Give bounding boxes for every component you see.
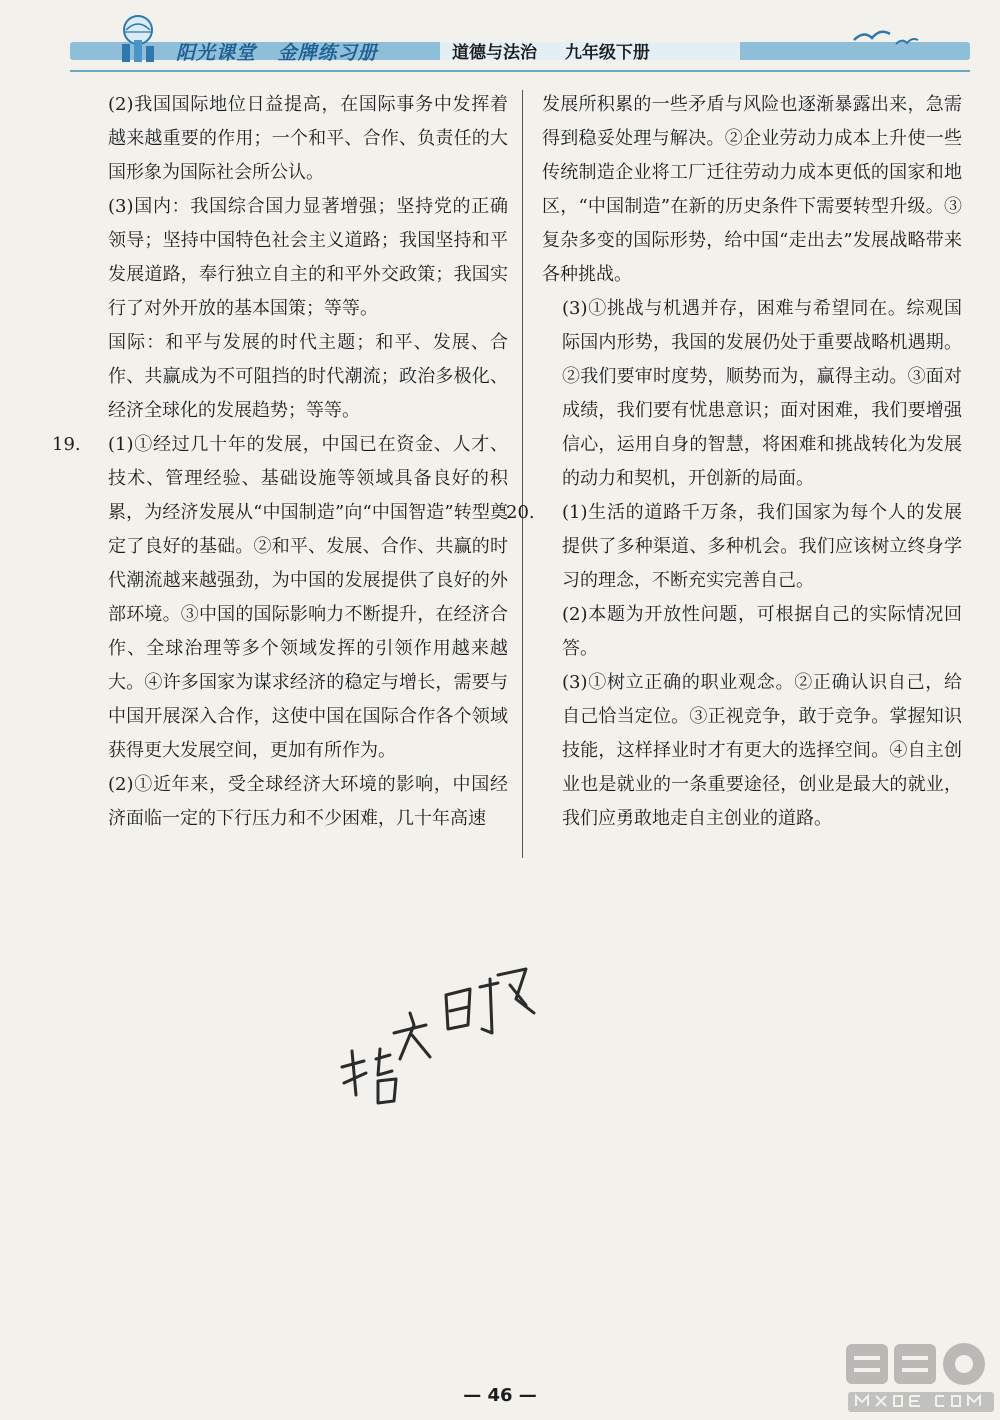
brand-name-2: 金牌练习册 [277,42,378,64]
subject-heading [452,38,672,63]
answer-19-2: (2)①近年来，受全球经济大环境的影响，中国经济面临一定的下行压力和不少困难，几十年高速 [108,774,508,829]
watermark-logo [840,1340,1000,1420]
answer-19-2-continued: 发展所积累的一些矛盾与风险也逐渐暴露出来，急需得到稳妥处理与解决。②企业劳动力成本上升使一些传统制造企业将工厂迁往劳动力成本更低的国家和地区，“中国制造”在新的历史条件下需要转型升级。③复杂多变的国际形势，给中国“走出去”发展战略带来各种挑战。 [542,94,962,285]
birds-icon [850,22,920,52]
handwritten-note [320,955,560,1125]
answer-19-3: (3)①挑战与机遇并存，困难与希望同在。综观国际国内形势，我国的发展仍处于重要战略机遇期。②我们要审时度势，顺势而为，赢得主动。③面对成绩，我们要有忧患意识；面对困难，我们要增强信心，运用自身的智慧，将困难和挑战转化为发展的动力和契机，开创新的局面。 [562,298,962,489]
header-rule [70,70,970,72]
answer-18-2: (2)我国国际地位日益提高，在国际事务中发挥着越来越重要的作用；一个和平、合作、负责任的大国形象为国际社会所公认。 [108,94,508,183]
question-number: 20. [506,502,535,523]
answer-18-3-international: 国际：和平与发展的时代主题；和平、发展、合作、共赢成为不可阻挡的时代潮流；政治多极化、经济全球化的发展趋势；等等。 [108,332,508,421]
logo-icon [108,10,168,66]
answer-18-3-domestic: (3)国内：我国综合国力显著增强；坚持党的正确领导；坚持中国特色社会主义道路；我国坚持和平发展道路，奉行独立自主的和平外交政策；我国实行了对外开放的基本国策；等等。 [108,196,508,319]
answer-20-1: (1)生活的道路千万条，我们国家为每个人的发展提供了多种渠道、多种机会。我们应该树立终身学习的理念，不断充实完善自己。 [562,502,962,591]
subject-name: 道德与法治 [452,43,537,63]
left-column [52,88,508,836]
right-column [506,88,962,836]
question-19 [52,428,508,768]
page-number: — 46 — [463,1385,537,1406]
question-number: 19. [52,434,81,455]
brand-name-1: 阳光课堂 [176,42,257,64]
answer-19-1: (1)①经过几十年的发展，中国已在资金、人才、技术、管理经验、基础设施等领域具备良好的积累，为经济发展从“中国制造”向“中国智造”转型奠定了良好的基础。②和平、发展、合作、共赢的时代潮流越来越强劲，为中国的发展提供了良好的外部环境。③中国的国际影响力不断提升，在经济合作、全球治理等多个领域发挥的引领作用越来越大。④许多国家为谋求经济的稳定与增长，需要与中国开展深入合作，这使中国在国际合作各个领域获得更大发展空间，更加有所作为。 [108,434,508,761]
answer-20-3: (3)①树立正确的职业观念。②正确认识自己，给自己恰当定位。③正视竞争，敢于竞争。掌握知识技能，这样择业时才有更大的选择空间。④自主创业也是就业的一条重要途径，创业是最大的就业，我们应勇敢地走自主创业的道路。 [562,672,962,829]
series-title [176,38,392,62]
question-20 [506,496,962,598]
column-divider [522,90,523,858]
answer-20-2: (2)本题为开放性问题，可根据自己的实际情况回答。 [562,604,962,659]
grade-name: 九年级下册 [564,43,650,63]
